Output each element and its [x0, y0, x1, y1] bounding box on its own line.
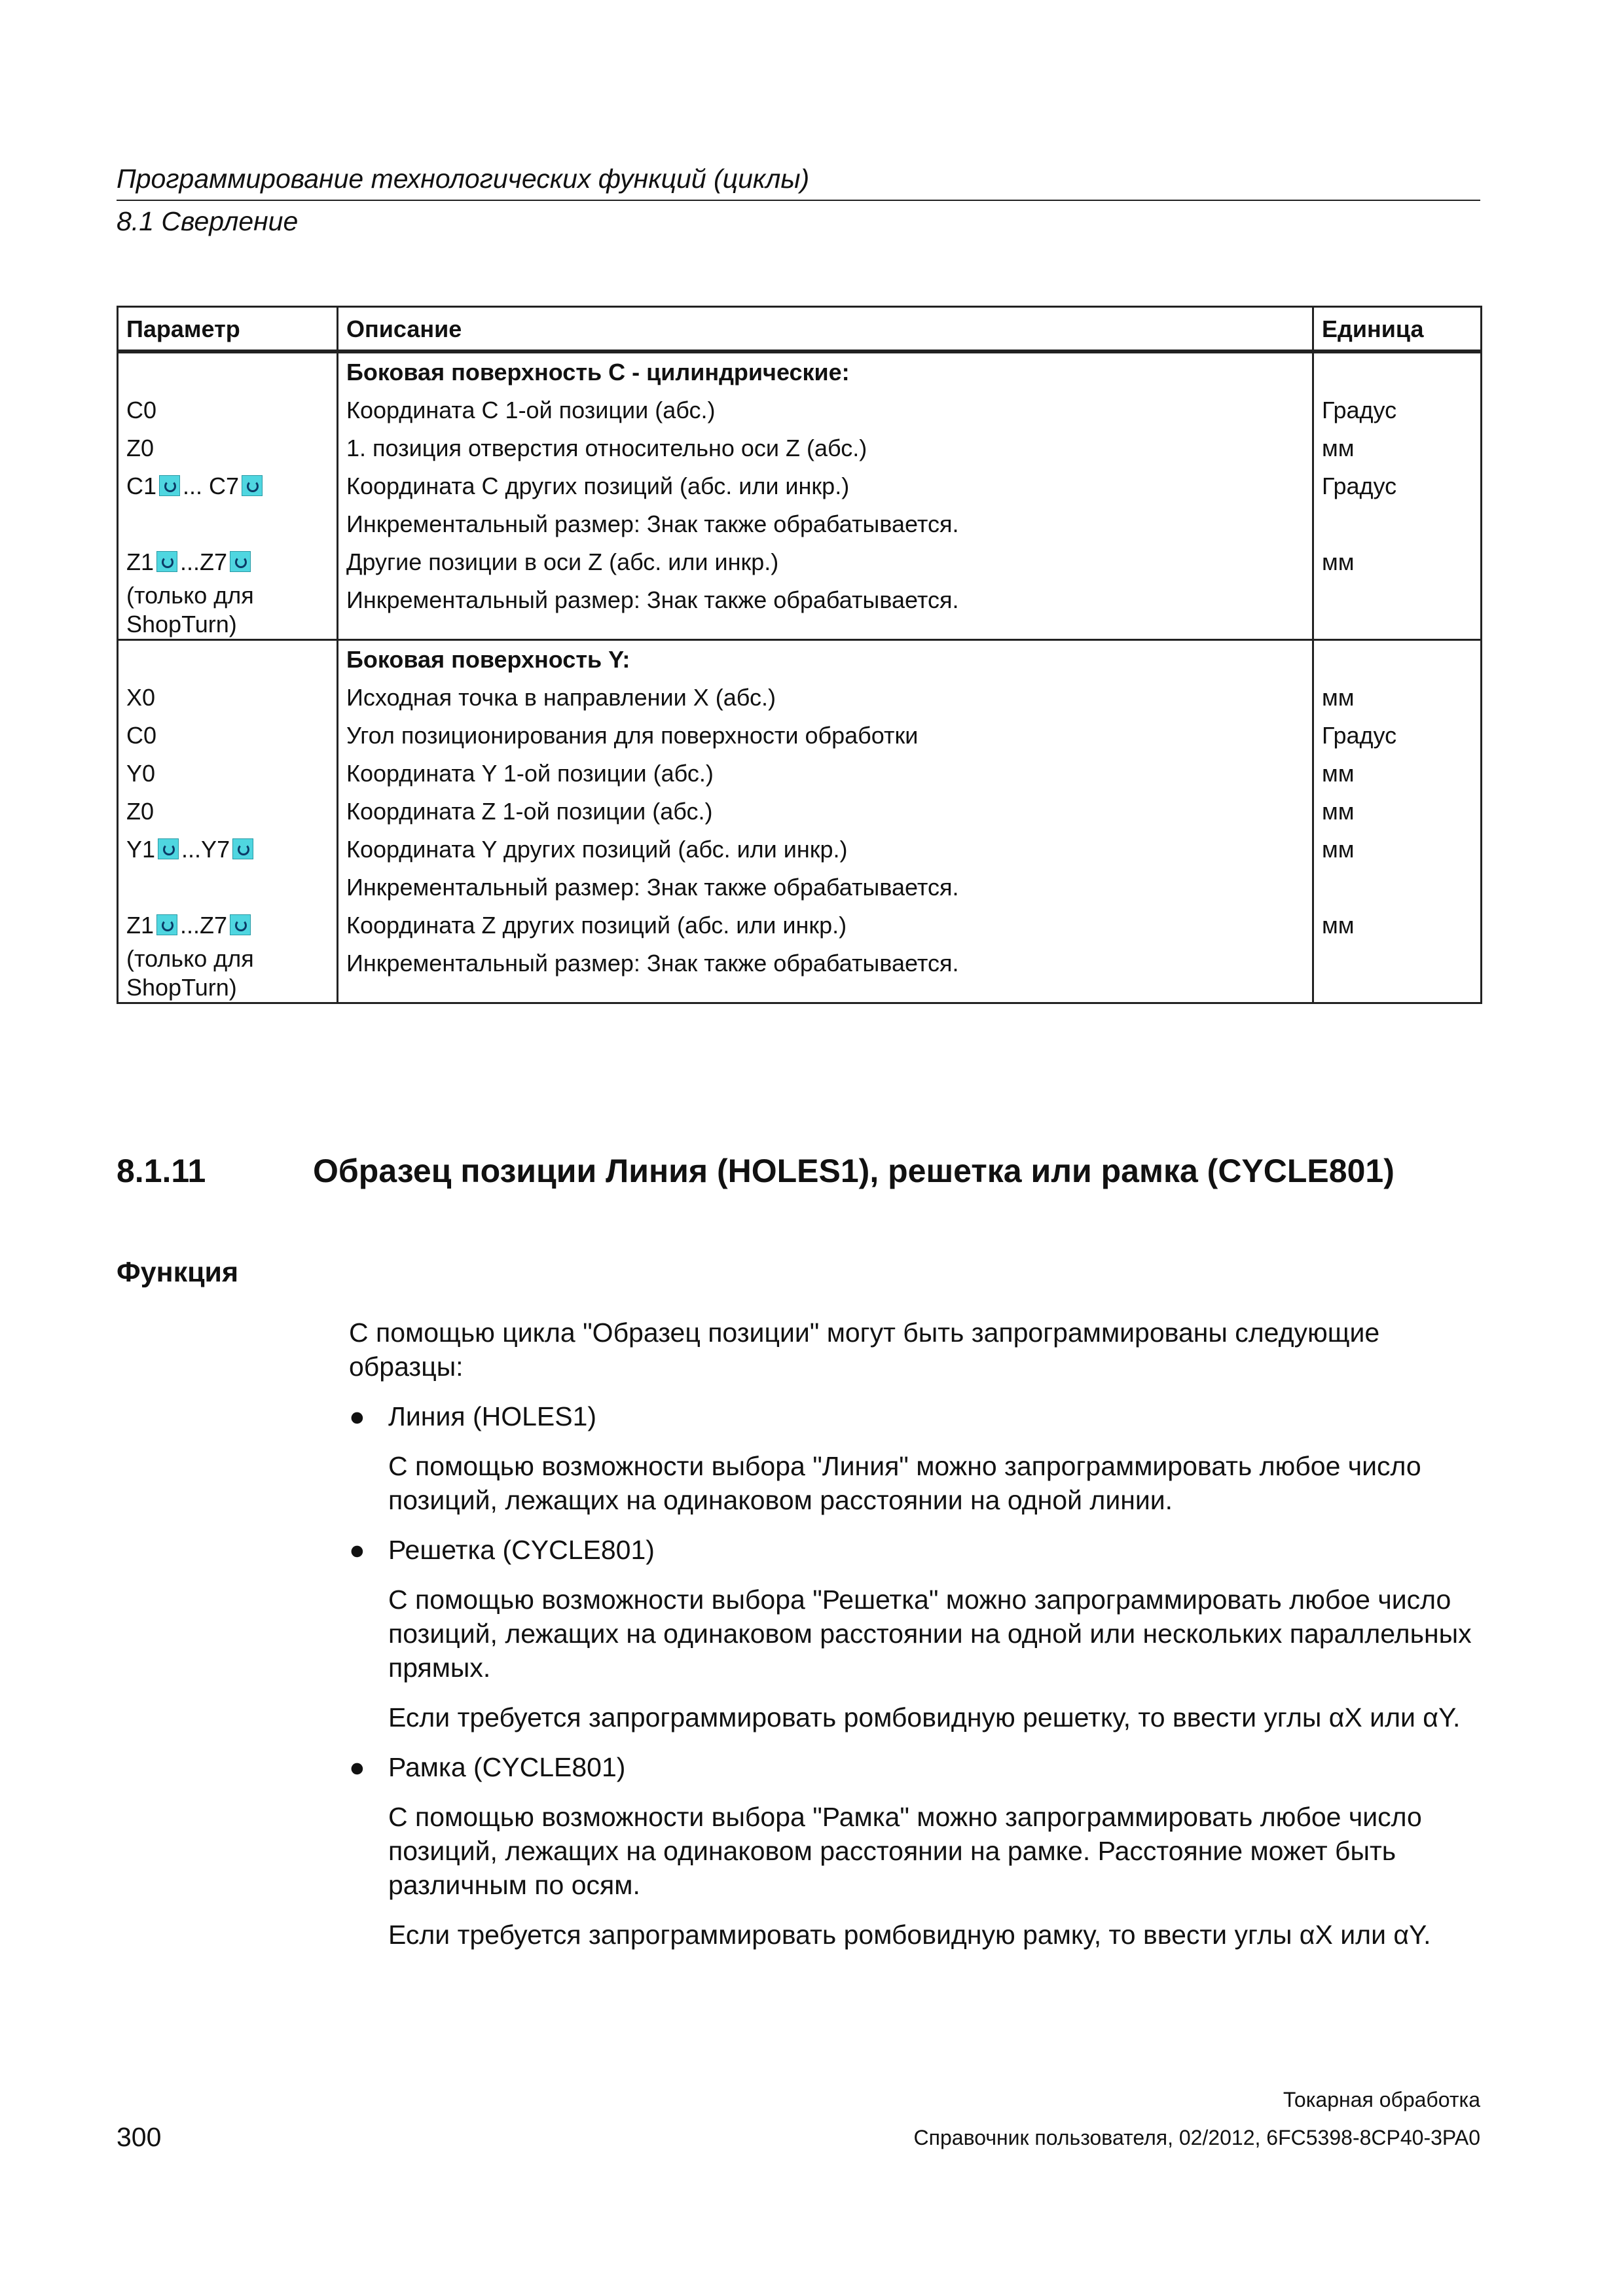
list-item-label: Решетка (CYCLE801)	[388, 1535, 655, 1565]
param-cell: X0	[118, 679, 338, 717]
list-item-text: Если требуется запрограммировать ромбовидную рамку, то ввести углы αX или αY.	[388, 1920, 1431, 1950]
param-cell: Y1 ...Y7	[118, 831, 338, 906]
desc-cell: Координата C 1-ой позиции (абс.)	[338, 391, 1313, 429]
desc-cell: Координата Y других позиций (абс. или инкр.) Инкрементальный размер: Знак также обрабатывается.	[338, 831, 1313, 906]
list-item	[349, 1399, 1488, 1517]
unit-cell: Градус	[1313, 467, 1482, 543]
section-body	[349, 1316, 1488, 1967]
list-item-text: С помощью возможности выбора "Решетка" можно запрограммировать любое число позиций, лежащих на одинаковом расстоянии на одной или нескольких параллельных прямых.	[388, 1585, 1472, 1683]
list-item-label: Линия (HOLES1)	[388, 1401, 597, 1431]
table-row	[118, 793, 1482, 831]
column-header-unit: Единица	[1313, 307, 1482, 352]
table-row	[118, 543, 1482, 640]
group-title-row	[118, 640, 1482, 679]
pattern-list	[349, 1399, 1488, 1952]
list-item-label: Рамка (CYCLE801)	[388, 1752, 626, 1782]
header-rule	[117, 200, 1480, 201]
table-header-row	[118, 307, 1482, 352]
unit-cell: мм	[1313, 429, 1482, 467]
unit-cell: мм	[1313, 679, 1482, 717]
bullet-icon: ●	[349, 1752, 365, 1782]
section-number: 8.1.11	[117, 1153, 206, 1189]
desc-cell: 1. позиция отверстия относительно оси Z (абс.)	[338, 429, 1313, 467]
desc-cell: Координата Y 1-ой позиции (абс.)	[338, 755, 1313, 793]
list-item-text: Если требуется запрограммировать ромбовидную решетку, то ввести углы αX или αY.	[388, 1702, 1461, 1732]
group-title-row	[118, 351, 1482, 391]
subheading: Функция	[117, 1257, 239, 1288]
param-cell: Z1 ...Z7 (только для ShopTurn)	[118, 543, 338, 640]
table-row	[118, 906, 1482, 1003]
param-cell: Z1 ...Z7 (только для ShopTurn)	[118, 906, 338, 1003]
unit-cell: мм	[1313, 831, 1482, 906]
section-title: Образец позиции Линия (HOLES1), решетка или рамка (CYCLE801)	[313, 1153, 1395, 1189]
running-header-section: 8.1 Сверление	[117, 206, 299, 236]
bullet-icon: ●	[349, 1401, 365, 1431]
group-title: Боковая поверхность C - цилиндрические:	[338, 351, 1313, 391]
param-cell: Z0	[118, 429, 338, 467]
unit-cell: Градус	[1313, 717, 1482, 755]
footer-document-title: Токарная обработка	[1283, 2088, 1480, 2111]
param-cell: C0	[118, 391, 338, 429]
desc-cell: Угол позиционирования для поверхности обработки	[338, 717, 1313, 755]
intro-paragraph: С помощью цикла "Образец позиции" могут быть запрограммированы следующие образцы:	[349, 1318, 1380, 1382]
desc-cell: Координата Z 1-ой позиции (абс.)	[338, 793, 1313, 831]
incremental-toggle-icon	[158, 838, 179, 859]
bullet-icon: ●	[349, 1535, 365, 1565]
param-cell: C1 ... C7	[118, 467, 338, 543]
unit-cell: мм	[1313, 755, 1482, 793]
unit-cell: мм	[1313, 543, 1482, 640]
page-number: 300	[117, 2122, 162, 2152]
param-cell: Z0	[118, 793, 338, 831]
list-item	[349, 1533, 1488, 1734]
group-title: Боковая поверхность Y:	[338, 640, 1313, 679]
incremental-toggle-icon	[159, 475, 180, 496]
table-row	[118, 429, 1482, 467]
desc-cell: Координата C других позиций (абс. или инкр.) Инкрементальный размер: Знак также обрабатывается.	[338, 467, 1313, 543]
table-row	[118, 755, 1482, 793]
param-note: (только для ShopTurn)	[126, 582, 254, 637]
incremental-toggle-icon	[242, 475, 263, 496]
param-cell: C0	[118, 717, 338, 755]
incremental-toggle-icon	[230, 551, 251, 572]
running-header-chapter: Программирование технологических функций (циклы)	[117, 164, 810, 194]
param-note: (только для ShopTurn)	[126, 945, 254, 1001]
table-row	[118, 391, 1482, 429]
unit-cell: мм	[1313, 906, 1482, 1003]
parameter-table	[117, 306, 1482, 1004]
unit-cell: Градус	[1313, 391, 1482, 429]
column-header-description: Описание	[338, 307, 1313, 352]
desc-cell: Исходная точка в направлении X (абс.)	[338, 679, 1313, 717]
list-item	[349, 1750, 1488, 1952]
table-row	[118, 467, 1482, 543]
desc-cell: Координата Z других позиций (абс. или инкр.) Инкрементальный размер: Знак также обрабатывается.	[338, 906, 1313, 1003]
incremental-toggle-icon	[156, 914, 177, 935]
column-header-parameter: Параметр	[118, 307, 338, 352]
table-row	[118, 831, 1482, 906]
incremental-toggle-icon	[156, 551, 177, 572]
table-row	[118, 717, 1482, 755]
param-cell: Y0	[118, 755, 338, 793]
incremental-toggle-icon	[232, 838, 253, 859]
table-row	[118, 679, 1482, 717]
footer-reference: Справочник пользователя, 02/2012, 6FC5398-8CP40-3PA0	[913, 2126, 1480, 2149]
unit-cell: мм	[1313, 793, 1482, 831]
list-item-text: С помощью возможности выбора "Рамка" можно запрограммировать любое число позиций, лежащих на одинаковом расстоянии на рамке. Расстояние может быть различным по осям.	[388, 1802, 1422, 1900]
list-item-text: С помощью возможности выбора "Линия" можно запрограммировать любое число позиций, лежащих на одинаковом расстоянии на одной линии.	[388, 1451, 1421, 1515]
desc-cell: Другие позиции в оси Z (абс. или инкр.) Инкрементальный размер: Знак также обрабатывается.	[338, 543, 1313, 640]
incremental-toggle-icon	[230, 914, 251, 935]
